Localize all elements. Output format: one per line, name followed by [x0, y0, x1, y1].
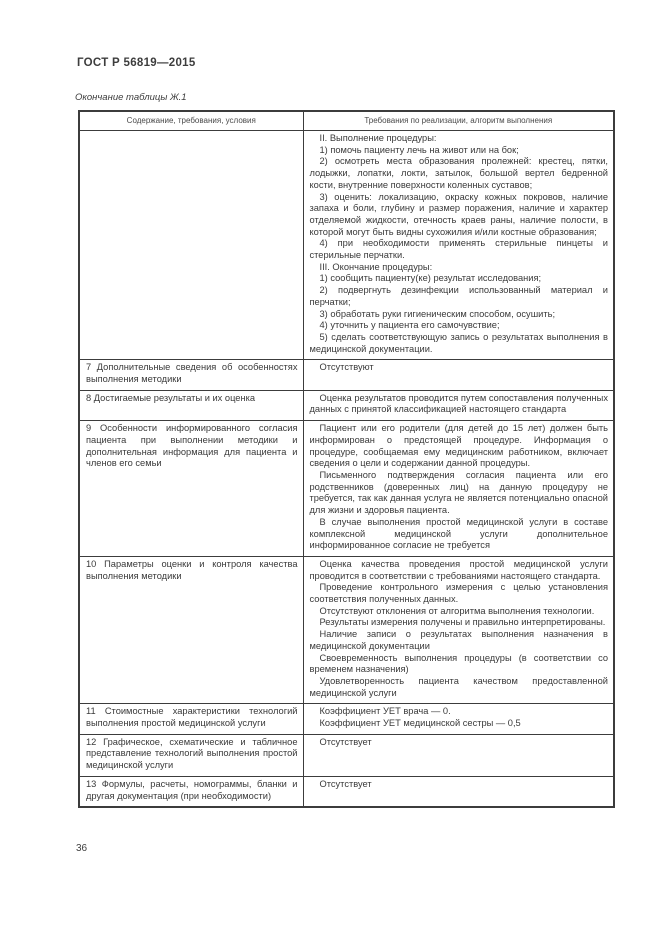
table-body	[79, 131, 614, 808]
left-paragraph: 12 Графическое, схематические и табличное представление технологий выполнения простой медицинской услуги	[86, 736, 298, 771]
right-paragraph: 3) оценить: локализацию, окраску кожных покровов, наличие запаха и боли, глубину и размер поражения, наличие и характер отделяемой жидкости, отечность краев раны, наличие полости, в которой могут быть видны сухожилия и/или костные образования;	[309, 191, 608, 237]
row-right-cell	[303, 734, 614, 776]
requirements-table	[78, 110, 615, 808]
row-right-cell	[303, 131, 614, 360]
row-left-cell	[79, 131, 303, 360]
table-row	[79, 776, 614, 807]
right-paragraph: Письменного подтверждения согласия пациента или его родственников (доверенных лиц) на данную процедуру не требуется, так как данная услуга не является потенциально опасной для жизни и здоровья пациента.	[309, 469, 608, 516]
row-right-cell	[303, 776, 614, 807]
row-right-cell	[303, 704, 614, 734]
right-paragraph: Оценка результатов проводится путем сопоставления полученных данных с принятой классификацией настоящего стандарта	[309, 392, 608, 415]
row-left-cell	[79, 360, 303, 390]
right-paragraph: Оценка качества проведения простой медицинской услуги проводится в соответствии с требованиями настоящего стандарта.	[309, 558, 608, 581]
left-paragraph: 7 Дополнительные сведения об особенностях выполнения методики	[86, 362, 298, 385]
table-row	[79, 131, 614, 360]
row-left-cell	[79, 556, 303, 703]
right-paragraph: Проведение контрольного измерения с целью установления соответствия полученных данных.	[309, 582, 608, 605]
right-paragraph: Коэффициент УЕТ врача — 0.	[319, 706, 451, 717]
table-header	[79, 111, 614, 131]
row-right-cell	[303, 360, 614, 390]
right-paragraph: Удовлетворенность пациента качеством предоставленной медицинской услуги	[309, 675, 608, 698]
table-caption: Окончание таблицы Ж.1	[75, 92, 187, 103]
row-left-cell	[79, 734, 303, 776]
page-number: 36	[76, 843, 88, 854]
row-left-cell	[79, 421, 303, 557]
left-paragraph: 8 Достигаемые результаты и их оценка	[86, 392, 256, 403]
right-paragraph: II. Выполнение процедуры:	[319, 133, 437, 143]
row-left-cell	[79, 776, 303, 807]
right-paragraph: Коэффициент УЕТ медицинской сестры — 0,5	[319, 718, 521, 729]
left-paragraph: 10 Параметры оценки и контроля качества выполнения методики	[86, 558, 298, 581]
header-cell-implementation-requirements: Требования по реализации, алгоритм выполнения	[303, 111, 614, 131]
row-right-cell	[303, 390, 614, 420]
table-row	[79, 360, 614, 390]
left-paragraph: 13 Формулы, расчеты, номограммы, бланки и другая документация (при необходимости)	[86, 778, 298, 801]
right-paragraph: 2) подвергнуть дезинфекции использованный материал и перчатки;	[309, 285, 608, 307]
right-paragraph: Пациент или его родители (для детей до 15 лет) должен быть информирован о предстоящей процедуре. Информация о процедуре, сообщаемая ему медицинским работником, включает сведения о цели и содержании данной процедуры.	[309, 423, 608, 469]
right-paragraph: 3) обработать руки гигиеническим способом, осушить;	[319, 308, 556, 319]
row-left-cell	[79, 704, 303, 734]
right-paragraph: 1) сообщить пациенту(ке) результат исследования;	[319, 273, 542, 284]
table-row	[79, 734, 614, 776]
table-row	[79, 704, 614, 734]
table-row	[79, 390, 614, 420]
table-row	[79, 556, 614, 703]
right-paragraph: 1) помочь пациенту лечь на живот или на бок;	[319, 144, 519, 155]
right-paragraph: Наличие записи о результатах выполнения назначения в медицинской документации	[309, 629, 608, 651]
right-paragraph: 4) при необходимости применять стерильные пинцеты и стерильные перчатки.	[309, 238, 608, 261]
row-left-cell	[79, 390, 303, 420]
right-paragraph: Отсутствуют	[319, 362, 374, 373]
right-paragraph: 5) сделать соответствующую запись о результатах выполнения в медицинской документации.	[309, 331, 608, 354]
left-paragraph: 9 Особенности информированного согласия пациента при выполнении методики и дополнительная информация для пациента и членов его семьи	[86, 423, 298, 469]
right-paragraph: Результаты измерения получены и правильно интерпретированы.	[319, 617, 606, 628]
left-paragraph: 11 Стоимостные характеристики технологий выполнения простой медицинской услуги	[86, 706, 298, 729]
right-paragraph: III. Окончание процедуры:	[319, 261, 433, 272]
right-paragraph: Отсутствует	[319, 736, 372, 747]
header-cell-content-requirements: Содержание, требования, условия	[79, 111, 303, 131]
right-paragraph: Отсутствуют отклонения от алгоритма выполнения технологии.	[319, 605, 595, 616]
table-row	[79, 421, 614, 557]
table-header-row	[79, 111, 614, 131]
row-right-cell	[303, 421, 614, 557]
right-paragraph: Своевременность выполнения процедуры (в соответствии со временем назначения)	[309, 652, 608, 675]
right-paragraph: 4) уточнить у пациента его самочувствие;	[319, 320, 500, 331]
right-paragraph: 2) осмотреть места образования пролежней: крестец, пятки, лодыжки, лопатки, локти, затылок, большой вертел бедренной кости, внутренние поверхности коленных суставов;	[309, 156, 608, 190]
row-right-cell	[303, 556, 614, 703]
right-paragraph: В случае выполнения простой медицинской услуги в составе комплексной медицинской услуги дополнительное информированное согласие не требуется	[309, 516, 608, 551]
doc-number: ГОСТ Р 56819—2015	[77, 57, 196, 69]
right-paragraph: Отсутствует	[319, 778, 372, 789]
